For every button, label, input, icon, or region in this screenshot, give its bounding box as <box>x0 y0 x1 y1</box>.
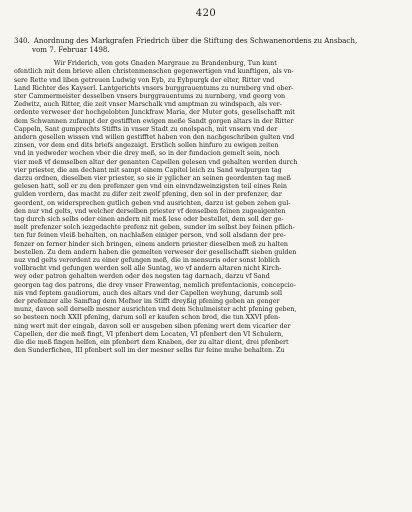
body-line: gulden vordern, das macht zu difer zeit zwolf pfening, den sol in der prefenzer, dar <box>14 191 282 199</box>
body-line: ordente verweser der hochgelobten Junckfraw Maria, der Muter gots, gesellschafft mit <box>14 109 295 117</box>
body-line: geordent, on widersprechen gutlich geben vnd ausrichten, darzu ist geben zehen gul- <box>14 199 291 207</box>
body-line: wey oder patron gehalten werden oder des negsten tag darnach, darzu vf Sand <box>14 273 270 281</box>
body-line: ning wert mit der eingab, davon soll er ausgeben siben pfening wert dem vicarier der <box>14 322 291 330</box>
body-line: nis vnd feptem gaudiorum, auch des altars vnd der Capellen weyhung, darumb soll <box>14 289 282 297</box>
body-line: melt prefenzer solch iezgedachte prefenz nit geben, sunder im selbst bey feinen pflich- <box>14 224 295 232</box>
body-line: tag durch sich selbs oder einen andern nit meß lese oder bestellet, dem soll der ge- <box>14 216 284 224</box>
body-line: sere Rette vnd liben getreuen Ludwig von Eyb, zu Eybpurgk der elter, Ritter vnd <box>14 76 275 84</box>
body-line: so besteen noch XXII pfening, darum soll er kaufen schon brod, die tun XXVI pfen- <box>14 314 281 322</box>
body-line: Cappeln, Sant gumprechts Stiffts in vnser Stadt zu onolspach, mit vnsern vnd der <box>14 125 278 133</box>
body-line: vier priester, die am dechant mit sampt einem Capitel leich zu Sand walpurgen tag <box>14 166 282 174</box>
body-line: darzu ordnen, dieselben vier priester, so sie ir yglicher an seinen geordenten tag meß <box>14 175 291 183</box>
body-line: den nur vnd gelts, vnd welcher derselben priester vf denselben feinen zugeaigenten <box>14 207 286 215</box>
body-line: der prefenzer alle Samftag dem Mefner im Stifft dreyßig pfening geben an genger <box>14 298 280 306</box>
body-line: Land Richter des Kayserl. Lantgerichts vnsers burggrauentums zu nurnberg vnd ober- <box>14 84 294 92</box>
body-line: munz, davon soll derselb mesner ausrichten vnd dem Schulmeister acht pfening geben, <box>14 306 297 314</box>
body-line: georgen tag des patrons, die drey vnser Frawentag, nemlich prefentacionis, concepcio- <box>14 281 296 289</box>
body-line: nuz vnd gelts verordent zu einer gefungen meß, die in mensuris oder sonst loblich <box>14 257 280 265</box>
body-line: vier meß vf demselben altar der genanten Capellen gelesen vnd gehalten werden durch <box>14 158 298 166</box>
document-date: vom 7. Februar 1498. <box>32 44 110 54</box>
document-title: Anordnung des Markgrafen Friedrich über die Stiftung des Schwanenordens zu Ansbach, <box>33 36 358 45</box>
body-line: dem Schwannen zufampt der gestifften ewigen meße Sandt gorgen altars in der Ritter <box>14 117 294 125</box>
document-body <box>14 60 398 355</box>
body-line: ofentlich mit dem brieve allen christenmenschen gegenwertigen vnd kunftigen, als vn- <box>14 68 294 76</box>
body-line: vnd in yedweder wochen vber die drey meß, so in der fundacion gemelt sein, noch <box>14 150 280 158</box>
body-line: gelesen hatt, soll er zu den prefenzer gen vnd ein einvndzweinzigsten teil eines Rein <box>14 183 288 191</box>
body-line: den Sunderfichen, III pfenbert soll im der mesner selbs fur feine muhe behalten. Zu <box>14 347 285 355</box>
body-line: die die meß fingen helfen, ein pfenbert dem Knaben, der zu altar dient, drei pfenbert <box>14 339 289 347</box>
page-number: 420 <box>195 8 217 19</box>
body-line: ster Cammermeister desselben vnsers burggrauentums zu nurnberg, vnd georg von <box>14 93 286 100</box>
document-heading <box>14 37 398 54</box>
body-line: ten fur feinen vleiß behalten, on nachlaßen einiger person, vnd soll alsdann der pre- <box>14 232 286 240</box>
body-line: bestellen. Zu dem andern haben die gemelten verweser der gesellschafft sieben gulden <box>14 248 297 256</box>
body-line: Wir Friderich, von gots Gnaden Margraue zu Brandenburg, Tun kunt <box>54 60 277 68</box>
body-line: Capellen, der die meß fingt, VI pfenbert dem Locaten, VI pfenbert den VI Schulern, <box>14 330 284 338</box>
body-line: Zedwitz, auch Ritter, die zeit vnser Marschalk vnd amptman zu windspach, als ver- <box>14 101 282 109</box>
body-line: fenzer on ferner hinder sich bringen, einem andern priester dieselben meß zu halten <box>14 240 288 248</box>
body-line: andern gesellen wissen vnd willen gestifftet haben von den nachgeschriben gulten vnd <box>14 134 295 142</box>
body-line: vollbracht vnd gefungen werden soll alle Suntag, wo vf andern altaren nicht Kirch- <box>14 265 282 273</box>
document-number: 340. <box>14 36 30 45</box>
body-line: zinsen, vor dem end dits briefs angezaigt. Erstlich sollen hinfuro zu ewigen zeiten <box>14 142 279 150</box>
